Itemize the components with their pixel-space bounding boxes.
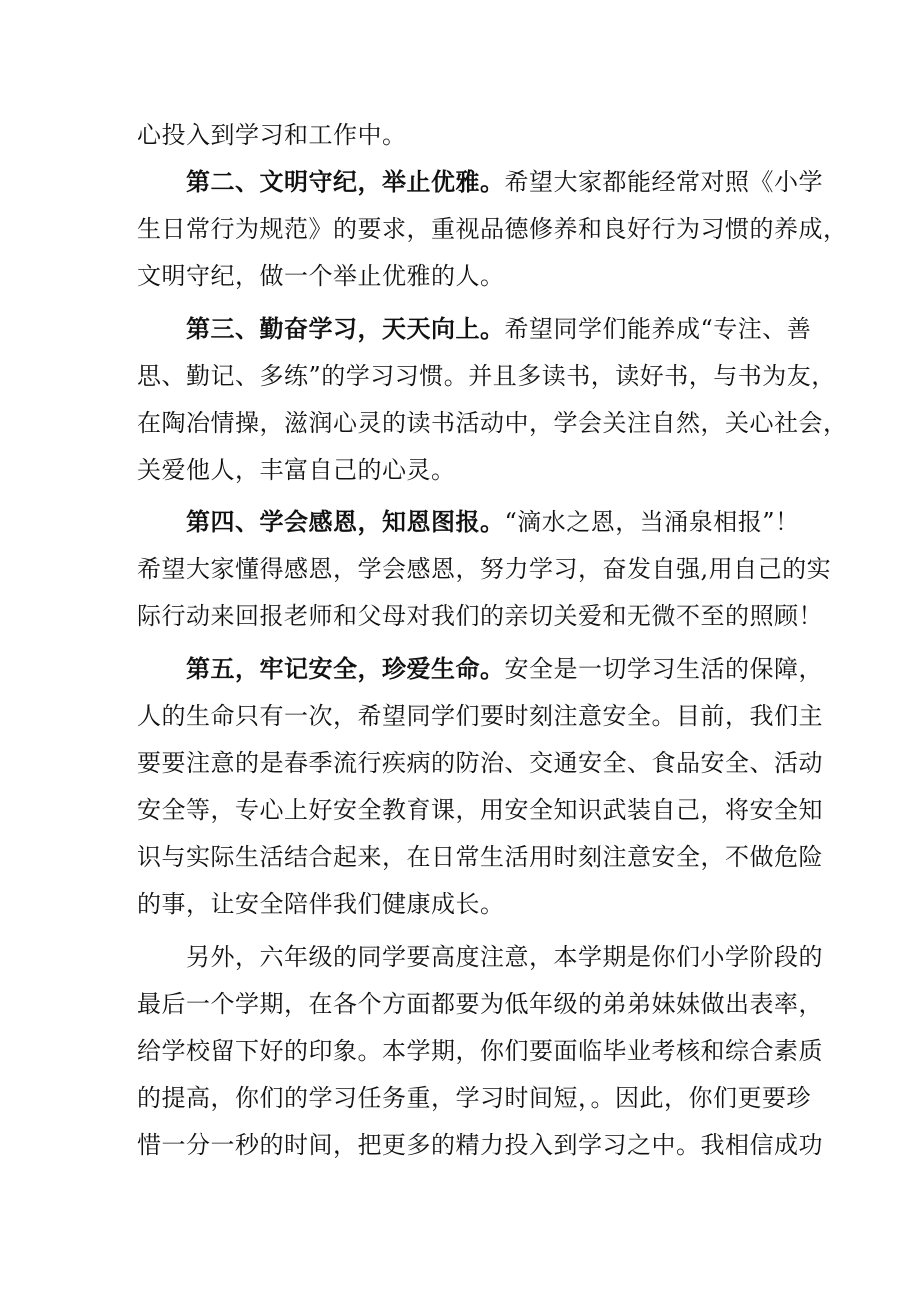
text-line: 心投入到学习和工作中。 xyxy=(137,121,407,149)
section-heading: 第三、勤奋学习，天天向上。 xyxy=(186,314,505,343)
text-line: 最后一个学期，在各个方面都要为低年级的弟弟妹妹做出表率， xyxy=(137,990,823,1018)
text-line: 关爱他人，丰富自己的心灵。 xyxy=(137,456,456,484)
heading-line-5 xyxy=(186,649,823,689)
text-line: 要要注意的是春季流行疾病的防治、交通安全、食品安全、活动 xyxy=(137,749,823,777)
heading-line-3 xyxy=(186,309,811,349)
text-line: 的提高，你们的学习任务重，学习时间短，。因此，你们更要珍 xyxy=(137,1084,811,1112)
paragraph-start: 另外，六年级的同学要高度注意，本学期是你们小学阶段的 xyxy=(186,943,823,971)
section-heading: 第二、文明守纪，举止优雅。 xyxy=(186,167,505,196)
text-run: 希望大家都能经常对照《小学 xyxy=(504,168,823,196)
text-line: 安全等，专心上好安全教育课，用安全知识武装自己，将安全知 xyxy=(137,796,823,824)
text-line: 人的生命只有一次，希望同学们要时刻注意安全。目前，我们主 xyxy=(137,702,823,730)
heading-line-2 xyxy=(186,162,823,202)
text-line: 文明守纪，做一个举止优雅的人。 xyxy=(137,262,505,290)
section-heading: 第四、学会感恩，知恩图报。 xyxy=(186,507,505,536)
text-line: 希望大家懂得感恩，学会感恩，努力学习，奋发自强,用自己的实 xyxy=(137,555,832,583)
heading-line-4 xyxy=(186,502,800,542)
text-line: 思、勤记、多练”的学习习惯。并且多读书，读好书，与书为友， xyxy=(137,362,836,390)
text-line: 际行动来回报老师和父母对我们的亲切关爱和无微不至的照顾！ xyxy=(137,602,823,630)
text-line: 识与实际生活结合起来，在日常生活用时刻注意安全，不做危险 xyxy=(137,843,823,871)
text-line: 在陶冶情操，滋润心灵的读书活动中，学会关注自然，关心社会， xyxy=(137,409,848,437)
section-heading: 第五，牢记安全，珍爱生命。 xyxy=(186,654,505,683)
text-line: 的事，让安全陪伴我们健康成长。 xyxy=(137,890,505,918)
text-line: 给学校留下好的印象。本学期，你们要面临毕业考核和综合素质 xyxy=(137,1037,823,1065)
text-run: “滴水之恩，当涌泉相报”！ xyxy=(504,508,800,536)
text-line: 惜一分一秒的时间，把更多的精力投入到学习之中。我相信成功 xyxy=(137,1131,823,1159)
text-run: 安全是一切学习生活的保障， xyxy=(504,655,823,683)
text-line: 生日常行为规范》的要求，重视品德修养和良好行为习惯的养成， xyxy=(137,215,848,243)
text-run: 希望同学们能养成“专注、善 xyxy=(504,315,812,343)
